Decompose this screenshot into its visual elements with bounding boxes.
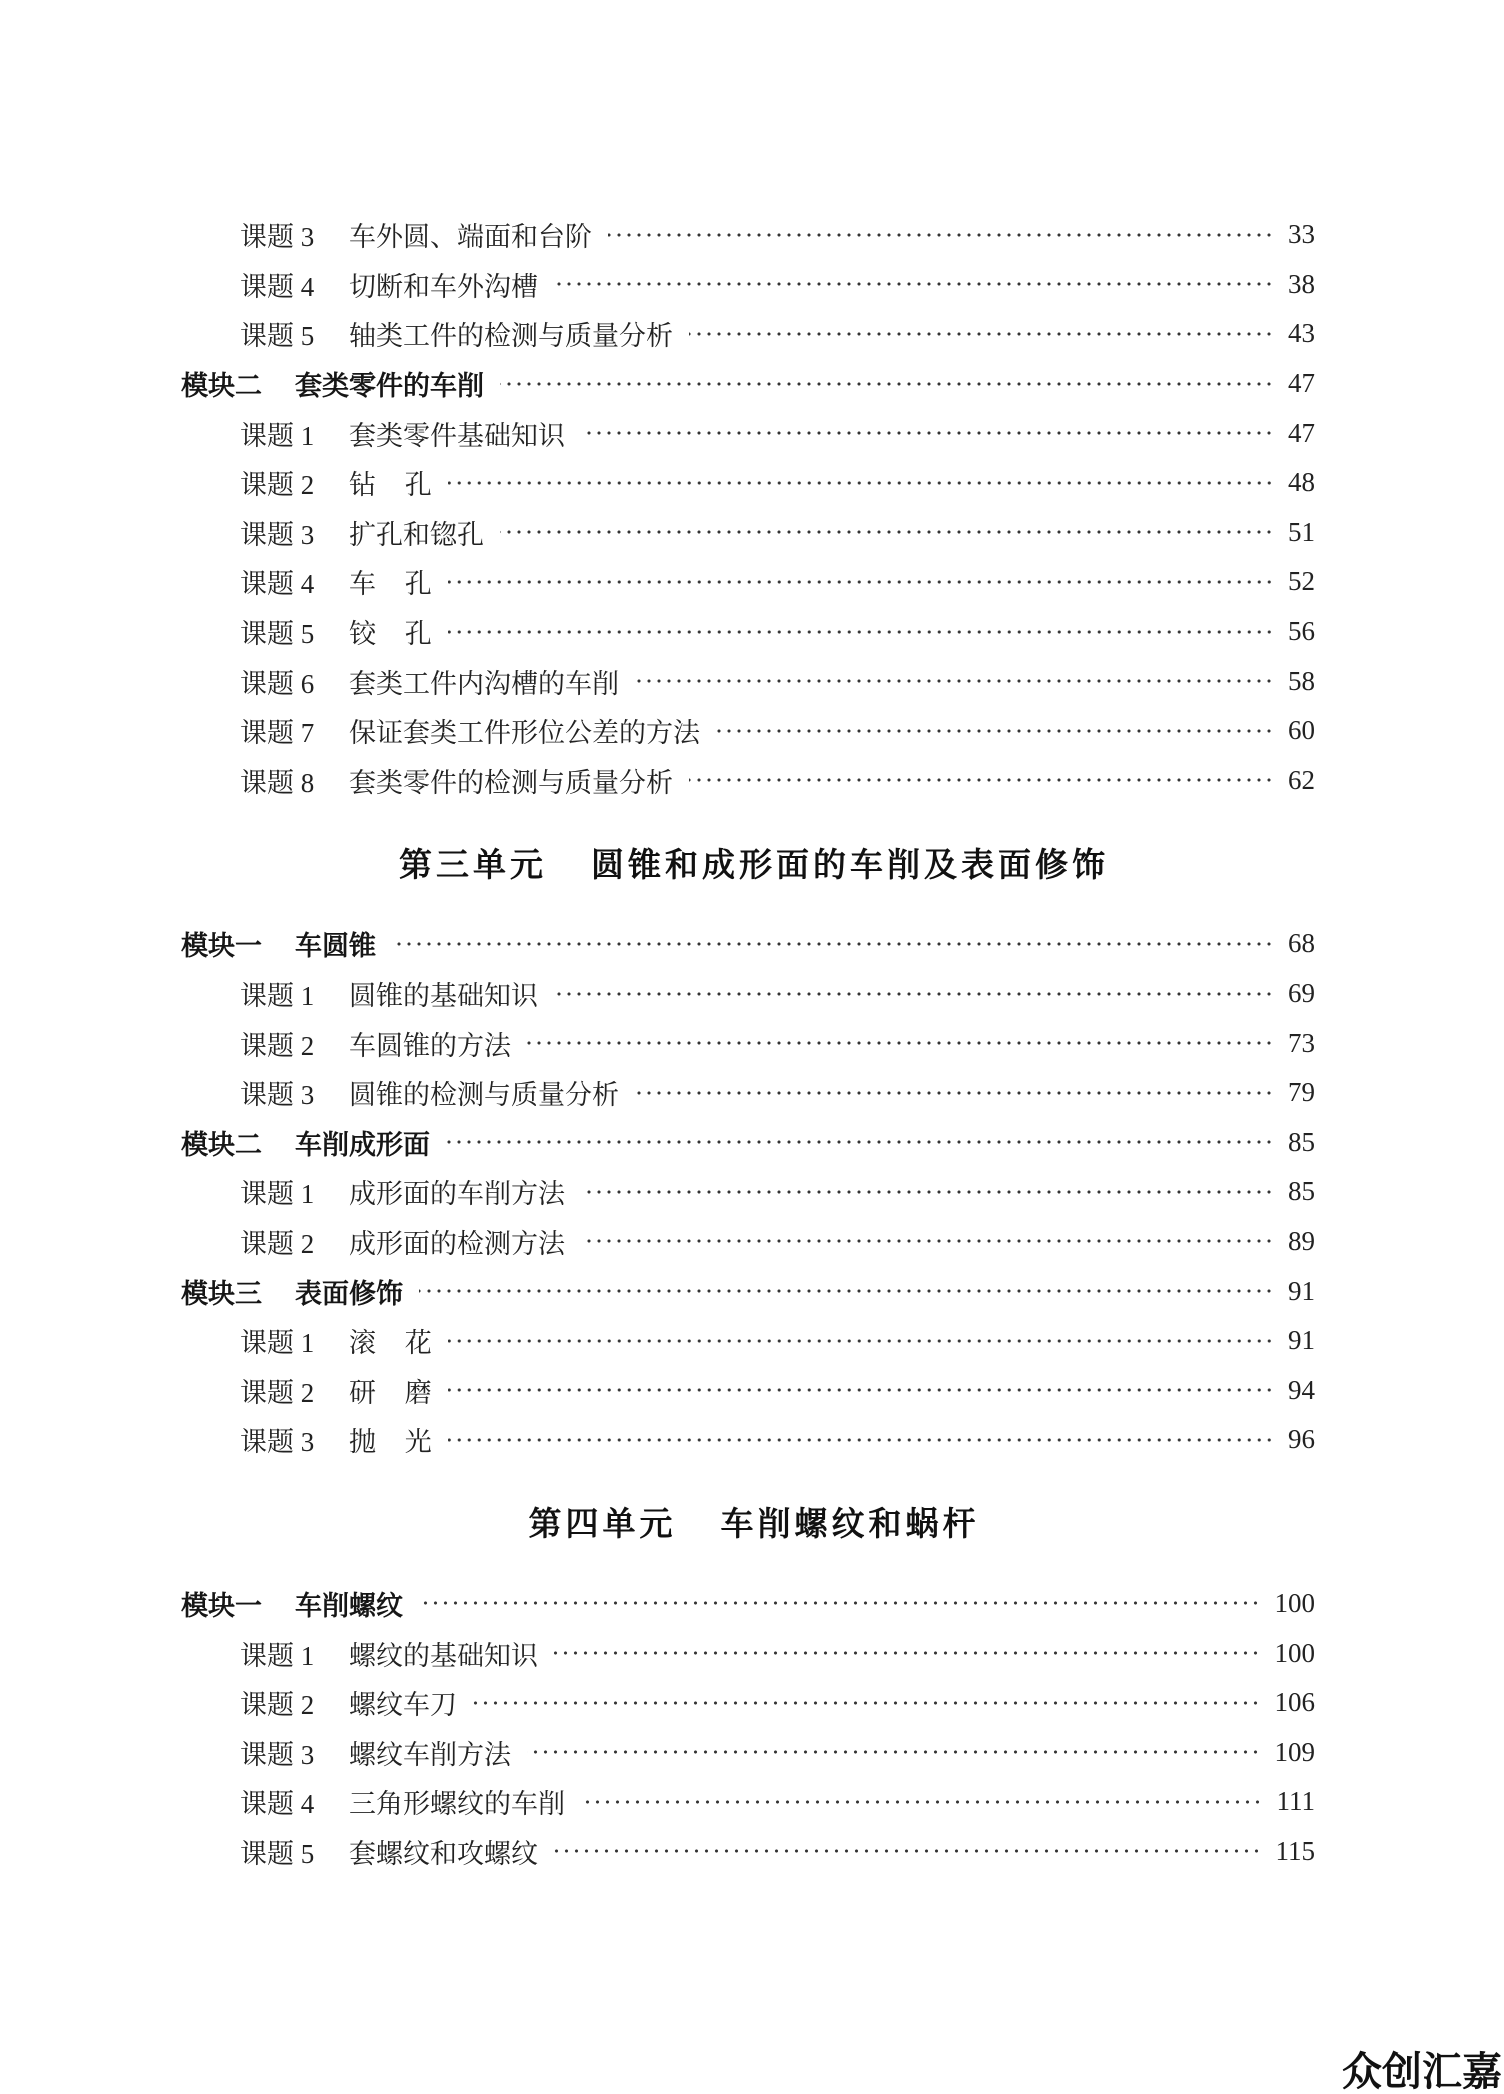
topic-title: 螺纹的基础知识 — [349, 1640, 538, 1671]
page-number: 38 — [1288, 268, 1315, 299]
dot-leader — [635, 676, 1274, 686]
topic-label: 课题 1 — [240, 981, 315, 1012]
topic-label: 课题 4 — [240, 569, 315, 600]
page-number: 111 — [1276, 1786, 1315, 1817]
topic-title: 套类零件基础知识 — [349, 420, 565, 451]
dot-leader — [448, 627, 1274, 637]
topic-label: 课题 5 — [240, 619, 315, 650]
dot-leader — [448, 1336, 1274, 1346]
topic-title: 保证套类工件形位公差的方法 — [349, 718, 700, 749]
topic-label: 课题 7 — [240, 718, 315, 749]
page-number: 69 — [1288, 978, 1315, 1009]
module-title: 表面修饰 — [295, 1278, 403, 1310]
dot-leader — [689, 775, 1274, 785]
toc-topic-row — [0, 1415, 1504, 1465]
dot-leader — [448, 577, 1274, 587]
dot-leader — [581, 1236, 1274, 1246]
dot-leader — [500, 379, 1274, 389]
topic-title: 研 磨 — [349, 1377, 432, 1408]
topic-label: 课题 2 — [240, 1690, 315, 1721]
topic-label: 课题 4 — [240, 271, 315, 302]
dot-leader — [689, 329, 1274, 339]
topic-title: 切断和车外沟槽 — [349, 271, 538, 302]
topic-label: 课题 1 — [240, 1179, 315, 1210]
toc-topic-row — [0, 1628, 1504, 1678]
toc-topic-row — [0, 969, 1504, 1019]
page-number: 52 — [1288, 566, 1315, 597]
page-number: 79 — [1288, 1077, 1315, 1108]
module-label: 模块一 — [181, 1590, 262, 1622]
page-number: 85 — [1288, 1176, 1315, 1207]
topic-title: 车 孔 — [349, 569, 432, 600]
page-number: 56 — [1288, 616, 1315, 647]
toc-topic-row — [0, 210, 1504, 260]
dot-leader — [446, 1137, 1274, 1147]
topic-label: 课题 4 — [240, 1789, 315, 1820]
dot-leader — [500, 527, 1274, 537]
dot-leader — [448, 1435, 1274, 1445]
toc-topic-row — [0, 1365, 1504, 1415]
page-number: 89 — [1288, 1225, 1315, 1256]
unit-3-section — [0, 805, 1504, 1465]
module-title: 套类零件的车削 — [295, 371, 484, 403]
unit-4-section — [0, 1465, 1504, 1877]
dot-leader — [581, 1797, 1263, 1807]
topic-label: 课题 3 — [240, 1080, 315, 1111]
topic-title: 车圆锥的方法 — [349, 1030, 511, 1061]
module-label: 模块三 — [181, 1278, 262, 1310]
dot-leader — [554, 1648, 1261, 1658]
unit-heading — [0, 805, 1504, 919]
dot-leader — [448, 478, 1274, 488]
page-number: 91 — [1288, 1325, 1315, 1356]
page-number: 85 — [1288, 1126, 1315, 1157]
page-number: 48 — [1288, 467, 1315, 498]
page-number: 51 — [1288, 516, 1315, 547]
topic-title: 扩孔和锪孔 — [349, 519, 484, 550]
page-number: 115 — [1275, 1835, 1315, 1866]
page-number: 106 — [1274, 1687, 1315, 1718]
topic-label: 课题 5 — [240, 1838, 315, 1869]
toc-topic-row — [0, 607, 1504, 657]
topic-label: 课题 3 — [240, 519, 315, 550]
topic-title: 螺纹车削方法 — [349, 1739, 511, 1770]
toc-topic-row — [0, 309, 1504, 359]
module-label: 模块二 — [181, 371, 262, 403]
module-label: 模块一 — [181, 931, 262, 963]
table-of-contents — [0, 210, 1504, 1876]
topic-title: 成形面的车削方法 — [349, 1179, 565, 1210]
toc-module-row — [0, 1266, 1504, 1316]
dot-leader — [527, 1038, 1274, 1048]
topic-label: 课题 3 — [240, 1427, 315, 1458]
topic-label: 课题 3 — [240, 222, 315, 253]
topic-title: 套螺纹和攻螺纹 — [349, 1838, 538, 1869]
topic-label: 课题 1 — [240, 420, 315, 451]
dot-leader — [581, 1187, 1274, 1197]
dot-leader — [419, 1286, 1274, 1296]
toc-module-row — [0, 1118, 1504, 1168]
page-number: 109 — [1274, 1736, 1315, 1767]
toc-topic-row — [0, 1018, 1504, 1068]
page-number: 73 — [1288, 1027, 1315, 1058]
unit-title: 圆锥和成形面的车削及表面修饰 — [591, 844, 1109, 884]
topic-title: 套类零件的检测与质量分析 — [349, 767, 673, 798]
unit-heading — [0, 1465, 1504, 1579]
page-number: 58 — [1288, 665, 1315, 696]
toc-topic-row — [0, 1217, 1504, 1267]
topic-title: 圆锥的检测与质量分析 — [349, 1080, 619, 1111]
topic-label: 课题 6 — [240, 668, 315, 699]
dot-leader — [419, 1598, 1261, 1608]
topic-label: 课题 2 — [240, 1030, 315, 1061]
toc-topic-row — [0, 508, 1504, 558]
dot-leader — [635, 1088, 1274, 1098]
page-number: 100 — [1274, 1637, 1315, 1668]
topic-label: 课题 3 — [240, 1739, 315, 1770]
topic-label: 课题 1 — [240, 1640, 315, 1671]
toc-topic-row — [0, 1068, 1504, 1118]
page-number: 91 — [1288, 1275, 1315, 1306]
topic-title: 抛 光 — [349, 1427, 432, 1458]
toc-module-row — [0, 359, 1504, 409]
page-number: 60 — [1288, 715, 1315, 746]
topic-title: 三角形螺纹的车削 — [349, 1789, 565, 1820]
module-title: 车圆锥 — [295, 931, 376, 963]
module-title: 车削成形面 — [295, 1129, 430, 1161]
topic-title: 轴类工件的检测与质量分析 — [349, 321, 673, 352]
toc-module-row — [0, 919, 1504, 969]
topic-label: 课题 1 — [240, 1328, 315, 1359]
page-number: 68 — [1288, 928, 1315, 959]
topic-title: 套类工件内沟槽的车削 — [349, 668, 619, 699]
topic-label: 课题 2 — [240, 470, 315, 501]
toc-topic-row — [0, 756, 1504, 806]
toc-topic-row — [0, 656, 1504, 706]
unit-number: 第四单元 — [528, 1504, 677, 1544]
dot-leader — [554, 989, 1274, 999]
toc-topic-row — [0, 260, 1504, 310]
page-number: 96 — [1288, 1424, 1315, 1455]
topic-title: 成形面的检测方法 — [349, 1228, 565, 1259]
toc-topic-row — [0, 1827, 1504, 1877]
toc-topic-row — [0, 1777, 1504, 1827]
watermark-logo: 众创汇嘉 — [1342, 2050, 1502, 2094]
topic-label: 课题 2 — [240, 1228, 315, 1259]
dot-leader — [581, 428, 1274, 438]
toc-topic-row — [0, 408, 1504, 458]
dot-leader — [527, 1747, 1261, 1757]
toc-topic-row — [0, 1727, 1504, 1777]
topic-title: 钻 孔 — [349, 470, 432, 501]
unit-number: 第三单元 — [399, 844, 547, 884]
page-number: 47 — [1288, 368, 1315, 399]
page-number: 33 — [1288, 219, 1315, 250]
topic-title: 铰 孔 — [349, 619, 432, 650]
toc-topic-row — [0, 706, 1504, 756]
toc-topic-row — [0, 1678, 1504, 1728]
topic-title: 滚 花 — [349, 1328, 432, 1359]
dot-leader — [608, 230, 1274, 240]
dot-leader — [716, 726, 1274, 736]
dot-leader — [392, 939, 1274, 949]
page-number: 47 — [1288, 417, 1315, 448]
toc-topic-row — [0, 1316, 1504, 1366]
topic-label: 课题 5 — [240, 321, 315, 352]
module-label: 模块二 — [181, 1129, 262, 1161]
module-title: 车削螺纹 — [295, 1590, 403, 1622]
toc-module-row — [0, 1579, 1504, 1629]
page-number: 62 — [1288, 764, 1315, 795]
toc-topic-row — [0, 557, 1504, 607]
page-number: 100 — [1274, 1587, 1315, 1618]
page-number: 43 — [1288, 318, 1315, 349]
topic-label: 课题 2 — [240, 1377, 315, 1408]
page-number: 94 — [1288, 1374, 1315, 1405]
toc-topic-row — [0, 458, 1504, 508]
dot-leader — [554, 279, 1274, 289]
topic-title: 圆锥的基础知识 — [349, 981, 538, 1012]
topic-title: 螺纹车刀 — [349, 1690, 457, 1721]
topic-label: 课题 8 — [240, 767, 315, 798]
dot-leader — [448, 1385, 1274, 1395]
dot-leader — [473, 1698, 1261, 1708]
unit-2-section — [0, 210, 1504, 805]
toc-topic-row — [0, 1167, 1504, 1217]
topic-title: 车外圆、端面和台阶 — [349, 222, 592, 253]
dot-leader — [554, 1846, 1262, 1856]
unit-title: 车削螺纹和蜗杆 — [720, 1504, 980, 1544]
